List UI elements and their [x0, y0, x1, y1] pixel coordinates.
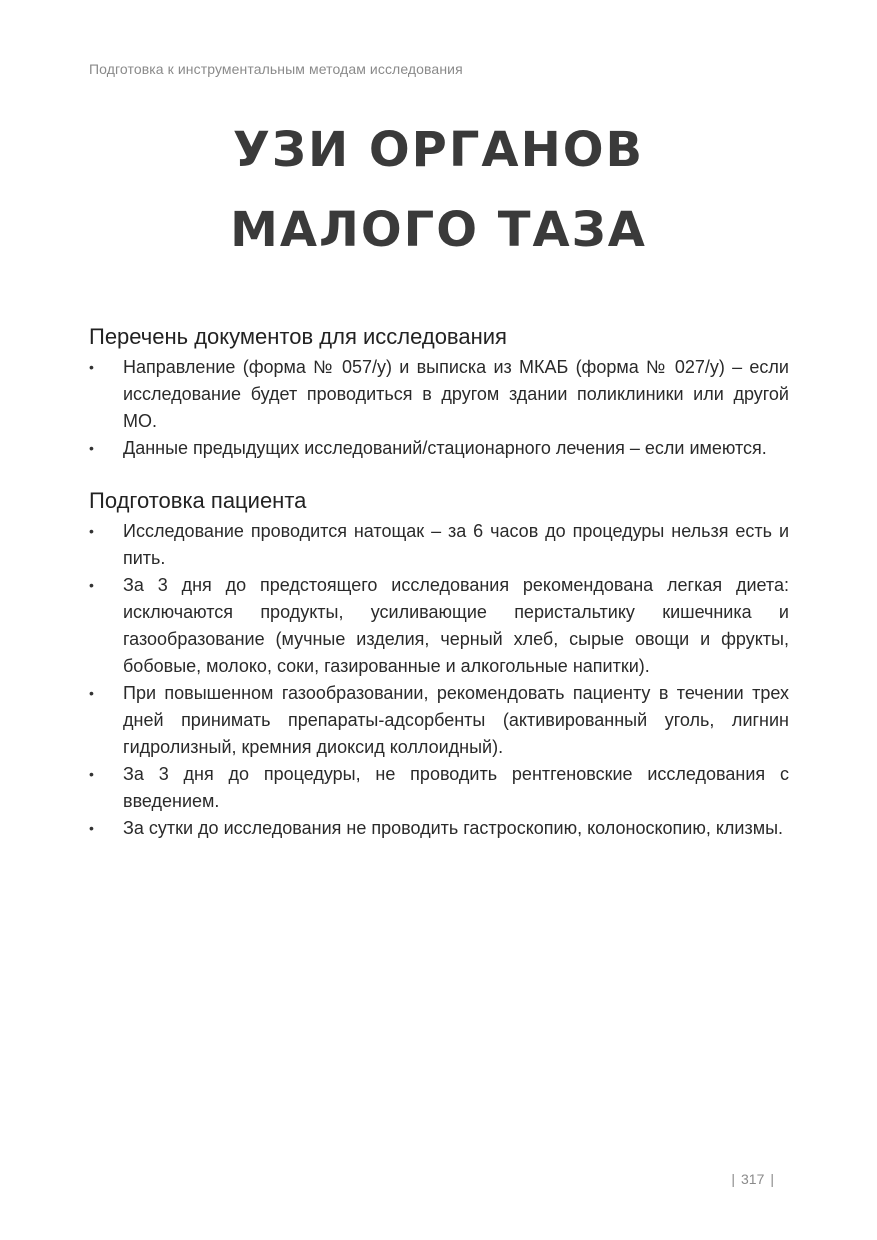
content — [89, 320, 789, 864]
list-item — [89, 761, 789, 815]
section-heading: Перечень документов для исследования — [89, 324, 507, 349]
page-title-line-2: МАЛОГО ТАЗА — [230, 202, 647, 258]
list-item-text: За 3 дня до процедуры, не проводить рентгеновские исследования с введением. — [123, 764, 789, 811]
list-item-text: Направление (форма № 057/у) и выписка из МКАБ (форма № 027/у) – если исследование будет проводиться в другом здании поликлиники или другой МО. — [123, 357, 789, 431]
list-item — [89, 354, 789, 435]
bullet-icon: • — [89, 577, 94, 593]
list-item — [89, 680, 789, 761]
bullet-list — [89, 518, 789, 842]
list-item-text: За 3 дня до предстоящего исследования рекомендована легкая диета: исключаются продукты, усиливающие перистальтику кишечника и газообразование (мучные изделия, черный хлеб, сырые овощи и фрукты, бобовые, молоко, соки, газированные и алкогольные напитки). — [123, 575, 789, 676]
page-number-separator-right: | — [770, 1171, 774, 1187]
bullet-icon: • — [89, 440, 94, 456]
list-item — [89, 815, 789, 842]
bullet-icon: • — [89, 685, 94, 701]
bullet-icon: • — [89, 523, 94, 539]
page-number-separator-left: | — [731, 1171, 735, 1187]
bullet-icon: • — [89, 820, 94, 836]
page-title — [0, 110, 877, 270]
list-item-text: Данные предыдущих исследований/стационарного лечения – если имеются. — [123, 438, 767, 458]
list-item-text: За сутки до исследования не проводить гастроскопию, колоноскопию, клизмы. — [123, 818, 784, 838]
page-title-line-1: УЗИ ОРГАНОВ — [232, 122, 645, 178]
list-item — [89, 518, 789, 572]
page-number-value: 317 — [741, 1171, 765, 1187]
list-item-text: Исследование проводится натощак – за 6 часов до процедуры нельзя есть и пить. — [123, 521, 789, 568]
bullet-list — [89, 354, 789, 462]
running-header: Подготовка к инструментальным методам исследования — [89, 61, 463, 77]
page-number — [725, 1171, 780, 1187]
list-item — [89, 572, 789, 680]
list-item — [89, 435, 789, 462]
section-documents — [89, 320, 789, 462]
bullet-icon: • — [89, 359, 94, 375]
section-patient-preparation — [89, 484, 789, 842]
section-heading: Подготовка пациента — [89, 488, 307, 513]
list-item-text: При повышенном газообразовании, рекомендовать пациенту в течении трех дней принимать препараты-адсорбенты (активированный уголь, лигнин гидролизный, кремния диоксид коллоидный). — [123, 683, 789, 757]
bullet-icon: • — [89, 766, 94, 782]
